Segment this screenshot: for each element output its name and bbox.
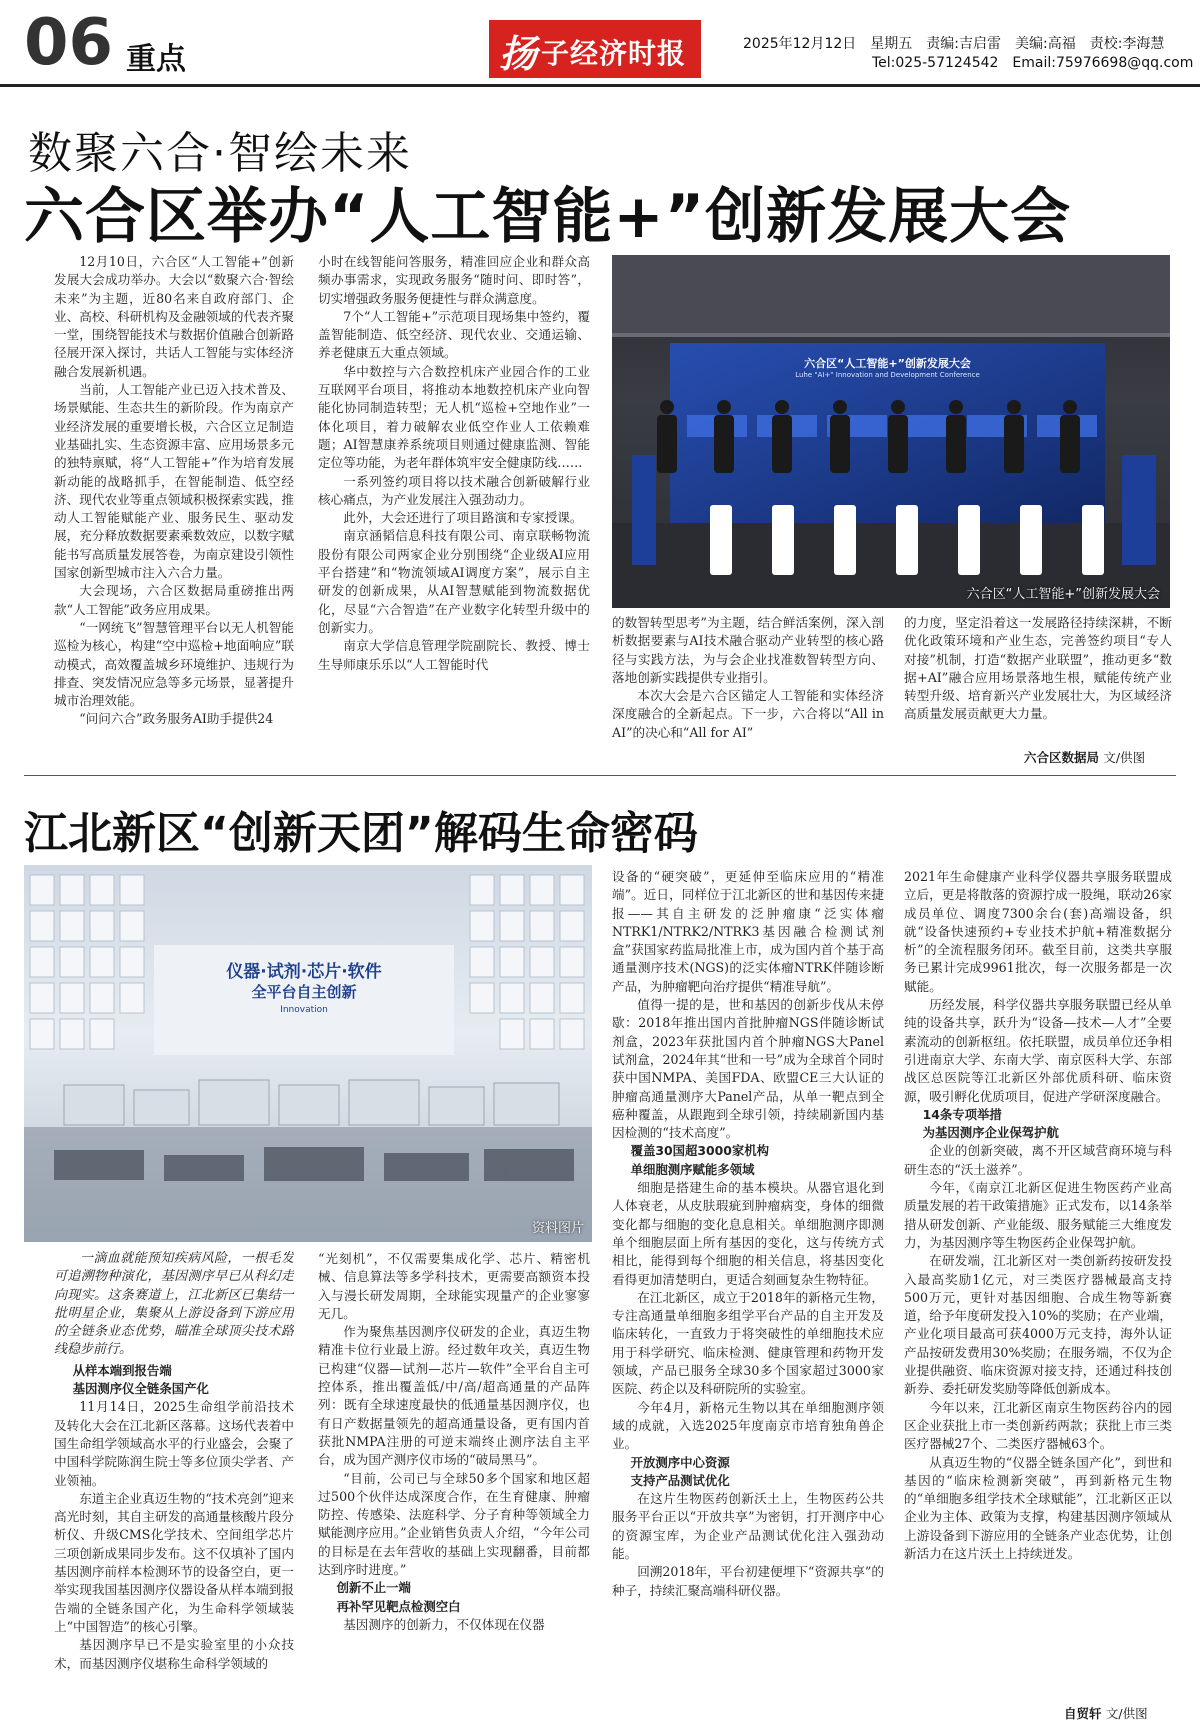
paragraph: 今年以来，江北新区南京生物医药谷内的园区企业获批上市一类创新药两款；获批上市三类医疗器械27个、二类医疗器械63个。 — [904, 1399, 1172, 1452]
article2-column-a — [54, 1250, 294, 1724]
masthead — [0, 0, 1200, 92]
article1-column-4 — [904, 614, 1172, 754]
paragraph: 7个“人工智能+”示范项目现场集中签约，覆盖智能制造、低空经济、现代农业、交通运输、养老健康五大重点领域。 — [318, 308, 590, 361]
subheading: 再补罕见靶点检测空白 — [336, 1598, 461, 1614]
paragraph: 12月10日，六合区“人工智能+”创新发展大会成功举办。大会以“数聚六合·智绘未来”为主题，近80名来自政府部门、企业、高校、科研机构及金融领域的代表齐聚一堂，围绕智能技术与数据价值融合创新路径展开深入探讨，共话人工智能与实体经济融合发展新机遇。 — [54, 254, 294, 379]
subheading: 创新不止一端 — [336, 1580, 411, 1596]
paragraph: 历经发展，科学仪器共享服务联盟已经从单纯的设备共享，跃升为“设备—技术—人才”全要素流动的创新枢纽。依托联盟，成员单位还争相引进南京大学、东南大学、南京医科大学、东部战区总医院等江北新区外部优质科研、临床资源，吸引孵化优质项目，促进产学研深度融合。 — [904, 997, 1172, 1104]
article1-col3-body — [612, 614, 884, 742]
paragraph: 华中数控与六合数控机床产业园合作的工业互联网平台项目，将推动本地数控机床产业向智能化协同制造转型；无人机“巡检+空地作业”一体化项目，着力破解农业低空作业人工依赖难题；AI智慧康养系统项目则通过健康监测、智能定位等功能，为老年群体筑牢安全健康防线…… — [318, 363, 590, 471]
paragraph: 南京大学信息管理学院副院长、教授、博士生导师康乐乐以“人工智能时代 — [318, 638, 590, 672]
page-number: 06 — [24, 6, 114, 80]
paragraph: 细胞是搭建生命的基本模块。从器官退化到人体衰老，从皮肤瑕疵到肿瘤病变，身体的细微变化都与细胞的变化息息相关。单细胞测序即测单个细胞层面上所有基因的变化，这与传统方式相比，能得到每个细胞的相关信息，将基因变化看得更加清楚明白，更适合刻画复杂生物特征。 — [612, 1180, 884, 1287]
article1-column-1 — [54, 253, 294, 765]
paragraph: 2021年生命健康产业科学仪器共享服务联盟成立后，更是将散落的资源拧成一股绳，联动26家成员单位、调度7300余台(套)高端设备，织就“设备快速预约+专业技术护航+精准数据分析”的全流程服务闭环。截至目前，这类共享服务已累计完成9961批次，每一次服务都是一次赋能。 — [904, 869, 1172, 994]
article2-credit — [1064, 1704, 1148, 1722]
article2-colB-body — [318, 1250, 590, 1634]
paragraph: 作为聚焦基因测序仪研发的企业，真迈生物精准卡位行业最上游。经过数年攻关，真迈生物已构建“仪器—试剂—芯片—软件”全平台自主可控体系，推出覆盖低/中/高/超高通量的产品阵列：既有全球速度最快的低通量基因测序仪，也有日产数据量领先的超高通量设备，更有国内首获批NMPA注册的可逆末端终止测序法自主平台，成为国产测序仪市场的“破局黑马”。 — [318, 1324, 590, 1468]
article-kicker: 数聚六合·智绘未来 — [28, 128, 412, 179]
article2-headline: 江北新区“创新天团”解码生命密码 — [24, 808, 698, 859]
lab-photo-caption: 资料图片 — [531, 1221, 584, 1236]
article2-credit-author: 自贸轩 — [1064, 1706, 1102, 1721]
paragraph: 南京涵韬信息科技有限公司、南京联畅物流股份有限公司两家企业分别围绕“企业级AI应用平台搭建”和“物流领域AI调度方案”，展示自主研发的创新成果，从AI智慧赋能到物流数据优化，尽显“六合智造”在产业数字化转型升级中的创新实力。 — [318, 528, 590, 635]
paragraph: 今年4月，新格元生物以其在单细胞测序领域的成就，入选2025年度南京市培育独角兽企业。 — [612, 1399, 884, 1452]
paragraph: 东道主企业真迈生物的“技术亮剑”迎来高光时刻，其自主研发的高通量核酸片段分析仪、升级CMS化学技术、空间组学芯片三项创新成果同步发布。这不仅填补了国内基因测序前样本检测环节的设备空白，更一举实现我国基因测序仪器设备从样本端到报告端的全链条国产化，为生命科学领域装上“中国智造”的核心引擎。 — [54, 1490, 294, 1634]
article2-colC-body — [612, 868, 884, 1600]
paragraph: 小时在线智能问答服务，精准回应企业和群众高频办事需求，实现政务服务“随时问、即时答”，切实增强政务服务便捷性与群众满意度。 — [318, 254, 590, 306]
article-divider — [24, 775, 1176, 776]
paragraph: 的力度，坚定沿着这一发展路径持续深耕，不断优化政策环境和产业生态，完善签约项目“专人对接”机制，打造“数据产业联盟”，推动更多“数据+AI”融合应用场景落地生根，赋能传统产业转型升级、培育新兴产业发展壮大，为区域经济高质量发展贡献更大力量。 — [904, 615, 1172, 722]
paragraph: 本次大会是六合区锚定人工智能和实体经济深度融合的全新起点。下一步，六合将以“All in AI”的决心和“All for AI” — [612, 688, 884, 740]
paragraph: 回溯2018年，平台初建便埋下“资源共享”的种子，持续汇聚高端科研仪器。 — [612, 1564, 884, 1598]
paragraph: 从真迈生物的“仪器全链条国产化”，到世和基因的“临床检测新突破”，再到新格元生物的“单细胞多组学技术全球赋能”，江北新区正以企业为主体、政策为支撑，构建基因测序领域从上游设备到下游应用的全链条产业态优势，让创新活力在这片沃土上持续迸发。 — [904, 1454, 1172, 1561]
article2-colA-body — [54, 1362, 294, 1673]
paragraph: “一网统飞”智慧管理平台以无人机智能巡检为核心，构建“空中巡检+地面响应”联动模式，高效覆盖城乡环境维护、违规行为排查、突发情况应急等多元场景，显著提升城市治理效能。 — [54, 619, 294, 709]
subheading: 14条专项举措 — [922, 1106, 1002, 1122]
article1-column-3 — [612, 614, 884, 766]
logo-wordmark: 子经济时报 — [541, 37, 687, 70]
lab-photo — [24, 865, 592, 1242]
paragraph: 11月14日，2025生命组学前沿技术及转化大会在江北新区落幕。这场代表着中国生命组学领域高水平的行业盛会，会聚了中国科学院陈润生院士等多位顶尖学者、产业领袖。 — [54, 1399, 294, 1488]
article1-credit — [1024, 748, 1145, 766]
article2-colD-body — [904, 868, 1172, 1563]
paragraph: “问问六合”政务服务AI助手提供24 — [79, 711, 274, 727]
paragraph: 在这片生物医药创新沃土上，生物医药公共服务平台正以“开放共享”为密钥，打开测序中心的资源宝库，为企业产品测试优化注入强劲动能。 — [612, 1491, 884, 1561]
subheading: 覆盖30国超3000家机构 — [630, 1143, 770, 1159]
wall-en: Innovation — [280, 1005, 328, 1015]
paper-logo — [489, 20, 701, 78]
article1-col2-body — [318, 253, 590, 674]
article2-lead: 一滴血就能预知疾病风险，一根毛发可追溯物种演化，基因测序早已从科幻走向现实。这条赛道上，江北新区已集结一批明星企业，集聚从上游设备到下游应用的全链条业态优势，瞄准全球顶尖技术路线稳步前行。 — [54, 1251, 294, 1358]
paragraph: 当前，人工智能产业已迈入技术普及、场景赋能、生态共生的新阶段。作为南京产业经济发展的重要增长极，六合区立足制造业基础扎实、生态资源丰富、应用场景多元的独特禀赋，将“人工智能+”作为培育发展新动能的战略抓手，在智能制造、低空经济、现代农业等重点领域积极探索实践，推动人工智能赋能产业、服务民生、驱动发展，充分释放数据要素乘数效应，以数字赋能书写高质量发展答卷，为南京建设引领性国家创新型城市注入六合力量。 — [54, 382, 294, 581]
paragraph: 今年，《南京江北新区促进生物医药产业高质量发展的若干政策措施》正式发布，以14条举措从研发创新、产业能级、服务赋能三大维度发力，为基因测序等生物医药企业保驾护航。 — [904, 1180, 1172, 1250]
article1-column-2 — [318, 253, 590, 765]
paragraph: “目前，公司已与全球50多个国家和地区超过500个伙伴达成深度合作，在生育健康、肿瘤防控、传感染、法庭科学、分子育种等领域全力赋能测序应用。”企业销售负责人介绍，“今年公司的目标是在去年营收的基础上实现翻番，目前都达到序时进度。” — [318, 1470, 590, 1578]
photo-caption: 六合区“人工智能+”创新发展大会 — [966, 587, 1160, 602]
paragraph: 在江北新区，成立于2018年的新格元生物，专注高通量单细胞多组学平台产品的自主开发及临床转化，一直致力于将突破性的单细胞技术应用于科学研究、临床检测、健康管理和药物开发领域，产品已服务全球30多个国家超过3000家医院、药企以及科研院所的实验室。 — [612, 1289, 884, 1397]
paragraph: 的数智转型思考”为主题，结合鲜活案例，深入剖析数据要素与AI技术融合驱动产业转型的核心路径与实践方法，为与会企业找准数智转型方向、落地创新实践提供专业指引。 — [612, 615, 884, 685]
paragraph: 基因测序的创新力，不仅体现在仪器 — [343, 1616, 545, 1632]
wall-title: 仪器·试剂·芯片·软件 — [226, 962, 382, 982]
lab-photo-illustration — [24, 865, 592, 1242]
paragraph: 基因测序早已不是实验室里的小众技术，而基因测序仪堪称生命科学领域的 — [54, 1637, 294, 1671]
paragraph: “光刻机”，不仅需要集成化学、芯片、精密机械、信息算法等多学科技术，更需要高额资本投入与漫长研发周期，全球能实现量产的企业寥寥无几。 — [318, 1251, 590, 1321]
section-label: 重点 — [126, 42, 186, 77]
subheading: 为基因测序企业保驾护航 — [922, 1125, 1059, 1141]
paragraph: 在研发端，江北新区对一类创新药按研发投入最高奖励1亿元，对三类医疗器械最高支持500万元，更针对基因细胞、合成生物等新赛道，给予年度研发投入10%的奖励；在产业端，产业化项目最高可获4000万元支持，海外认证产品按研发费用30%奖励；在服务端，不仅为企业提供融资、临床资源对接支持，还通过科技创新券、委托研发奖励等降低创新成本。 — [904, 1253, 1172, 1397]
subheading: 从样本端到报告端 — [72, 1362, 172, 1378]
article1-credit-author: 六合区数据局 — [1024, 750, 1100, 765]
paragraph: 此外，大会还进行了项目路演和专家授课。 — [343, 510, 583, 526]
conference-photo — [612, 255, 1170, 608]
article1-col4-body — [904, 614, 1172, 724]
subheading: 基因测序仪全链条国产化 — [72, 1381, 209, 1397]
paragraph: 企业的创新突破，离不开区域营商环境与科研生态的“沃土滋养”。 — [904, 1143, 1172, 1177]
article2-credit-role: 文/供图 — [1105, 1706, 1148, 1721]
paragraph: 设备的“硬突破”，更延伸至临床应用的“精准端”。近日，同样位于江北新区的世和基因传来捷报——其自主研发的泛肿瘤康“泛实体瘤NTRK1/NTRK2/NTRK3基因融合检测试剂盒”获国家药监局批准上市，成为国内首个基于高通量测序技术(NGS)的泛实体瘤NTRK伴随诊断产品，为肿瘤靶向治疗提供“精准导航”。 — [612, 869, 884, 994]
masthead-rule — [0, 84, 1200, 87]
article1-credit-role: 文/供图 — [1103, 750, 1146, 765]
paragraph: 一系列签约项目将以技术融合创新破解行业核心痛点，为产业发展注入强劲动力。 — [318, 473, 590, 507]
stage-screen-subtitle: Luhe "AI+" Innovation and Development Conference — [795, 371, 980, 379]
article-headline: 六合区举办“人工智能+”创新发展大会 — [24, 182, 1072, 252]
wall-subtitle: 全平台自主创新 — [251, 983, 357, 1001]
subheading: 支持产品测试优化 — [630, 1472, 730, 1488]
paragraph: 值得一提的是，世和基因的创新步伐从未停歇：2018年推出国内首批肿瘤NGS伴随诊断试剂盒，2023年获批国内首个肿瘤NGS大Panel试剂盒，2024年其“世和一号”成为全球首个同时获中国NMPA、美国FDA、欧盟CE三大认证的肿瘤高通量测序大Panel产品，从单一靶点到全癌种覆盖，从跟跑到全球引领，持续刷新国内基因检测的“技术高度”。 — [612, 997, 884, 1141]
article2-column-b — [318, 1250, 590, 1724]
article1-col1-body — [54, 253, 294, 729]
subheading: 单细胞测序赋能多领域 — [630, 1161, 755, 1177]
article2-column-c — [612, 868, 884, 1724]
subheading: 开放测序中心资源 — [630, 1454, 730, 1470]
conference-photo-illustration — [612, 255, 1170, 608]
stage-screen-title: 六合区“人工智能+”创新发展大会 — [804, 357, 971, 370]
paragraph: 大会现场，六合区数据局重磅推出两款“人工智能”政务应用成果。 — [54, 583, 294, 617]
article2-column-d — [904, 868, 1172, 1700]
contact-line: Tel:025-57124542 Email:75976698@qq.com — [872, 55, 1194, 71]
date-line: 2025年12月12日 星期五 责编:吉启雷 美编:高福 责校:李海慧 — [743, 36, 1165, 52]
logo-brush-glyph: 扬 — [499, 31, 538, 76]
